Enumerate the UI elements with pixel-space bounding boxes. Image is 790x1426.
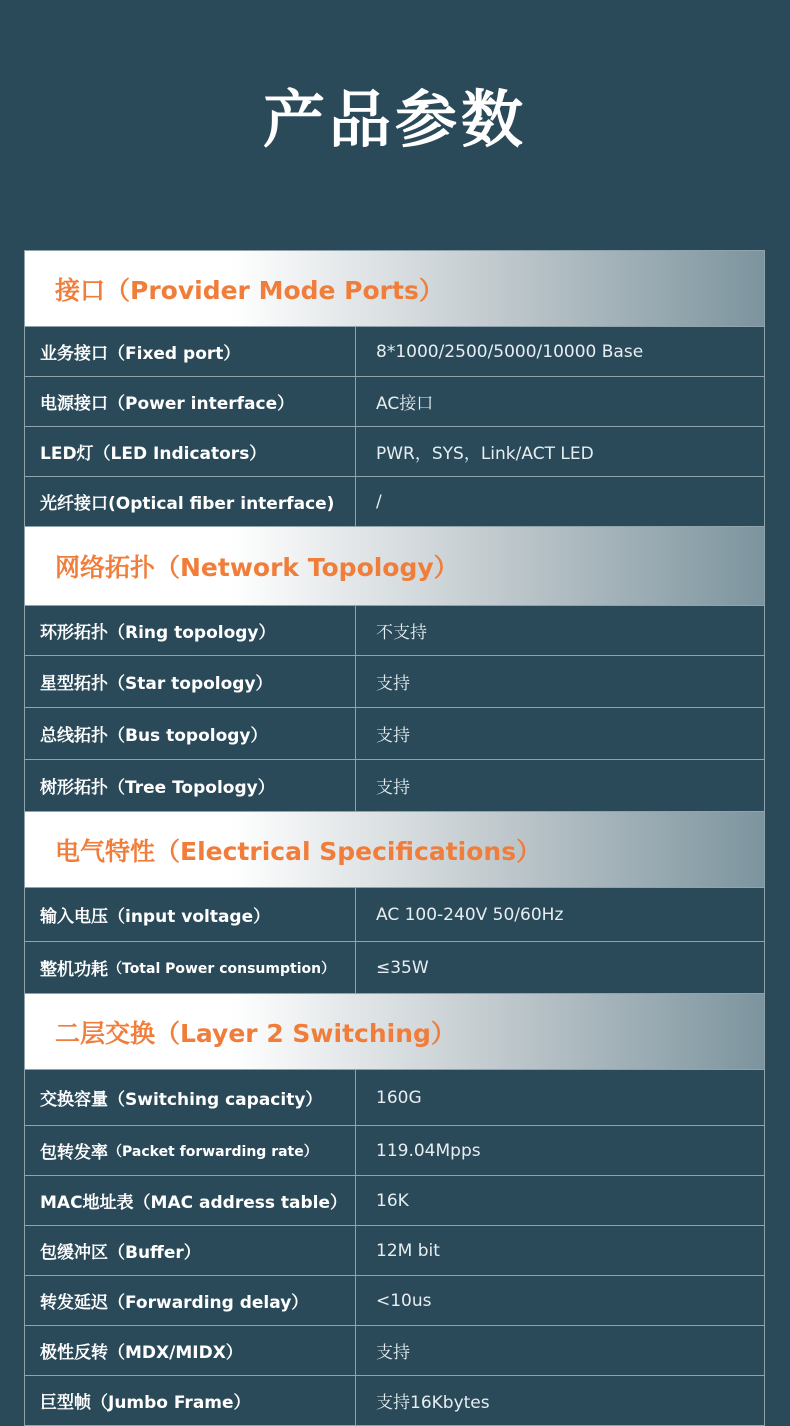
section-title: 二层交换（Layer 2 Switching） bbox=[55, 1018, 456, 1048]
row-label: 输入电压（input voltage） bbox=[25, 888, 356, 941]
section-header-ports bbox=[25, 251, 764, 327]
row-label: 转发延迟（Forwarding delay） bbox=[25, 1276, 356, 1325]
table-row bbox=[25, 1070, 764, 1126]
row-label: MAC地址表（MAC address table） bbox=[25, 1176, 356, 1225]
table-row bbox=[25, 427, 764, 477]
spec-table bbox=[24, 250, 765, 1426]
row-label: 交换容量（Switching capacity） bbox=[25, 1070, 356, 1125]
row-value: ≤35W bbox=[376, 957, 429, 978]
row-value: <10us bbox=[376, 1290, 432, 1311]
table-row bbox=[25, 760, 764, 812]
row-label bbox=[25, 1126, 356, 1175]
row-value: 119.04Mpps bbox=[376, 1140, 481, 1161]
table-row bbox=[25, 708, 764, 760]
row-value: 8*1000/2500/5000/10000 Base bbox=[376, 341, 644, 362]
section-header-layer2 bbox=[25, 994, 764, 1070]
page-title: 产品参数 bbox=[262, 83, 527, 156]
table-row bbox=[25, 1326, 764, 1376]
row-value: 12M bit bbox=[376, 1240, 440, 1261]
table-row bbox=[25, 656, 764, 708]
row-label: 包缓冲区（Buffer） bbox=[25, 1226, 356, 1275]
row-value: 支持 bbox=[376, 674, 410, 694]
table-row bbox=[25, 1276, 764, 1326]
table-row bbox=[25, 377, 764, 427]
row-value: 支持16Kbytes bbox=[376, 1393, 490, 1413]
row-label bbox=[25, 942, 356, 993]
row-value: 16K bbox=[376, 1190, 409, 1211]
table-row bbox=[25, 888, 764, 942]
section-title: 接口（Provider Mode Ports） bbox=[55, 275, 444, 305]
table-row bbox=[25, 606, 764, 656]
section-header-topology bbox=[25, 527, 764, 606]
row-value: PWR，SYS，Link/ACT LED bbox=[376, 444, 594, 464]
row-label: 树形拓扑（Tree Topology） bbox=[25, 760, 356, 811]
row-value: / bbox=[376, 491, 382, 512]
table-row bbox=[25, 942, 764, 994]
section-header-electrical bbox=[25, 812, 764, 888]
row-label: 星型拓扑（Star topology） bbox=[25, 656, 356, 707]
row-label: 业务接口（Fixed port） bbox=[25, 327, 356, 376]
row-label: 电源接口（Power interface） bbox=[25, 377, 356, 426]
row-label-small: （Packet forwarding rate） bbox=[108, 1143, 318, 1160]
table-row bbox=[25, 1126, 764, 1176]
row-label: 环形拓扑（Ring topology） bbox=[25, 606, 356, 655]
table-row bbox=[25, 477, 764, 527]
row-value: 不支持 bbox=[376, 623, 427, 643]
row-label-main: 整机功耗 bbox=[40, 960, 108, 980]
table-row bbox=[25, 1376, 764, 1426]
row-label: 极性反转（MDX/MIDX） bbox=[25, 1326, 356, 1375]
row-label: 光纤接口(Optical fiber interface) bbox=[25, 477, 356, 526]
table-row bbox=[25, 327, 764, 377]
section-title: 电气特性（Electrical Specifications） bbox=[55, 836, 542, 866]
table-row bbox=[25, 1176, 764, 1226]
row-value: 支持 bbox=[376, 1343, 410, 1363]
row-value: AC 100-240V 50/60Hz bbox=[376, 904, 564, 925]
row-label-small: （Total Power consumption） bbox=[108, 960, 336, 977]
row-label-main: 包转发率 bbox=[40, 1143, 108, 1163]
row-label: LED灯（LED Indicators） bbox=[25, 427, 356, 476]
table-row bbox=[25, 1226, 764, 1276]
row-value: 支持 bbox=[376, 726, 410, 746]
row-label: 总线拓扑（Bus topology） bbox=[25, 708, 356, 759]
row-value: AC接口 bbox=[376, 394, 434, 414]
row-value: 160G bbox=[376, 1087, 422, 1108]
row-label: 巨型帧（Jumbo Frame） bbox=[25, 1376, 356, 1425]
section-title: 网络拓扑（Network Topology） bbox=[55, 553, 459, 582]
row-value: 支持 bbox=[376, 778, 410, 798]
